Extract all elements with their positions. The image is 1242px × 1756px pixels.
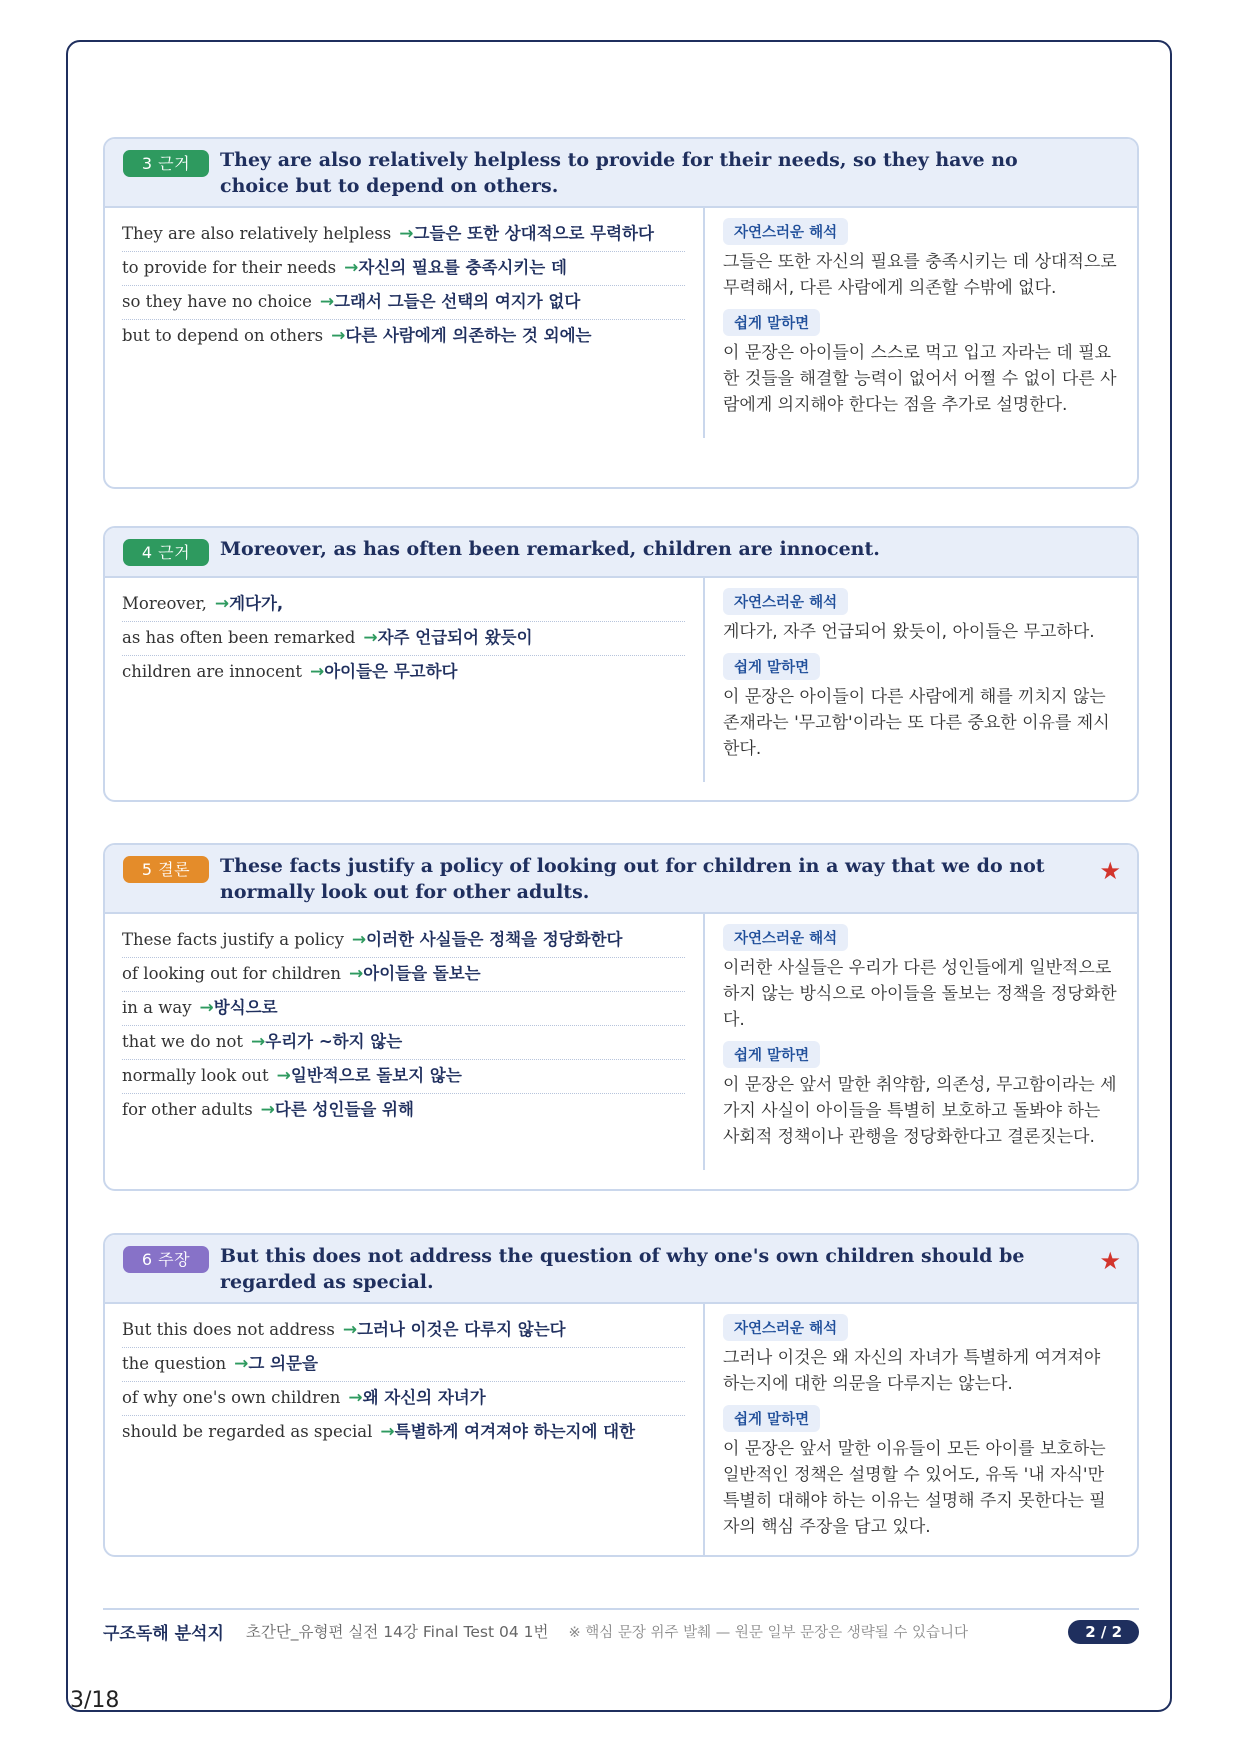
arrow-icon: → [199, 998, 214, 1018]
chunk-row [122, 1060, 685, 1094]
chunk-en: children are innocent [122, 662, 302, 681]
arrow-icon: → [276, 1066, 291, 1086]
arrow-icon: → [399, 224, 414, 244]
star-icon: ★ [1099, 1247, 1121, 1275]
chunk-ko: 자신의 필요를 충족시키는 데 [358, 258, 567, 277]
translation-panel [705, 914, 1137, 1170]
arrow-icon: → [234, 1354, 249, 1374]
chunk-row [122, 218, 685, 252]
section-header [105, 1235, 1137, 1304]
simple-label: 쉽게 말하면 [723, 1041, 820, 1068]
section-body [105, 578, 1137, 782]
arrow-icon: → [331, 326, 346, 346]
chunk-en: These facts justify a policy [122, 930, 344, 949]
footer-subtitle: 초간단_유형편 실전 14강 Final Test 04 1번 [245, 1623, 549, 1641]
chunk-ko: 일반적으로 돌보지 않는 [290, 1066, 462, 1085]
chunk-row [122, 1348, 685, 1382]
natural-label: 자연스러운 해석 [723, 588, 848, 615]
chunk-row [122, 320, 685, 353]
chunk-ko: 다른 사람에게 의존하는 것 외에는 [345, 326, 592, 345]
section-body [105, 914, 1137, 1170]
natural-translation: 게다가, 자주 언급되어 왔듯이, 아이들은 무고하다. [723, 622, 1095, 642]
document-page-counter: 3/18 [70, 1688, 120, 1713]
chunk-list [105, 914, 705, 1170]
arrow-icon: → [214, 594, 230, 614]
arrow-icon: → [260, 1100, 275, 1120]
section-card-6 [103, 1233, 1139, 1557]
chunk-row [122, 252, 685, 286]
chunk-en: but to depend on others [122, 326, 324, 345]
chunk-en: the question [122, 1354, 227, 1373]
chunk-row [122, 992, 685, 1026]
section-tag: 4 근거 [123, 539, 209, 566]
chunk-en: Moreover, [122, 594, 207, 613]
chunk-en: should be regarded as special [122, 1422, 373, 1441]
chunk-list [105, 1304, 705, 1557]
chunk-row [122, 1094, 685, 1127]
chunk-ko: 그래서 그들은 선택의 여지가 없다 [334, 292, 581, 311]
section-body [105, 208, 1137, 438]
section-sentence: They are also relatively helpless to provide for their needs, so they have no choice but to depend on others. [220, 149, 1018, 197]
chunk-ko: 아이들을 돌보는 [363, 964, 481, 983]
chunk-ko: 게다가, [229, 594, 284, 613]
simple-explanation: 이 문장은 아이들이 스스로 먹고 입고 자라는 데 필요한 것들을 해결할 능력이 없어서 어쩔 수 없이 다른 사람에게 의지해야 한다는 점을 추가로 설명한다. [723, 343, 1117, 415]
arrow-icon: → [342, 1320, 358, 1340]
translation-panel [705, 208, 1137, 438]
section-sentence: These facts justify a policy of looking out for children in a way that we do not normally look out for other adults. [220, 855, 1045, 903]
section-header [105, 845, 1137, 914]
arrow-icon: → [380, 1422, 395, 1442]
section-sentence: Moreover, as has often been remarked, children are innocent. [220, 538, 880, 560]
natural-translation: 그러나 이것은 왜 자신의 자녀가 특별하게 여겨져야 하는지에 대한 의문을 다루지는 않는다. [723, 1348, 1101, 1394]
footer-note: ※ 핵심 문장 위주 발췌 — 원문 일부 문장은 생략될 수 있습니다 [568, 1624, 968, 1641]
translation-panel [705, 578, 1137, 782]
arrow-icon: → [348, 1388, 363, 1408]
chunk-row [122, 924, 685, 958]
chunk-row [122, 1026, 685, 1060]
page-footer [103, 1608, 1139, 1652]
section-header [105, 139, 1137, 208]
section-tag: 6 주장 [123, 1246, 209, 1273]
chunk-en: of looking out for children [122, 964, 342, 983]
chunk-row [122, 1314, 685, 1348]
chunk-ko: 왜 자신의 자녀가 [362, 1388, 486, 1407]
chunk-row [122, 1416, 685, 1449]
chunk-ko: 방식으로 [213, 998, 278, 1017]
footer-title: 구조독해 분석지 [103, 1623, 224, 1644]
section-card-4 [103, 526, 1139, 802]
chunk-en: of why one's own children [122, 1388, 341, 1407]
arrow-icon: → [309, 662, 325, 682]
chunk-ko: 자주 언급되어 왔듯이 [377, 628, 533, 647]
chunk-row [122, 286, 685, 320]
natural-label: 자연스러운 해석 [723, 1314, 848, 1341]
arrow-icon: → [349, 964, 364, 984]
chunk-ko: 우리가 ~하지 않는 [265, 1032, 403, 1051]
chunk-en: normally look out [122, 1066, 269, 1085]
natural-translation: 이러한 사실들은 우리가 다른 성인들에게 일반적으로 하지 않는 방식으로 아이들을 돌보는 정책을 정당화한다. [723, 958, 1117, 1030]
natural-label: 자연스러운 해석 [723, 218, 848, 245]
section-card-5 [103, 843, 1139, 1191]
natural-translation: 그들은 또한 자신의 필요를 충족시키는 데 상대적으로 무력해서, 다른 사람에게 의존할 수밖에 없다. [723, 252, 1117, 298]
chunk-ko: 그러나 이것은 다루지 않는다 [357, 1320, 566, 1339]
simple-explanation: 이 문장은 앞서 말한 이유들이 모든 아이를 보호하는 일반적인 정책은 설명할 수 있어도, 유독 '내 자식'만 특별히 대해야 하는 이유는 설명해 주지 못한다는 필자의 핵심 주장을 담고 있다. [723, 1439, 1106, 1537]
chunk-en: in a way [122, 998, 192, 1017]
section-tag: 3 근거 [123, 150, 209, 177]
simple-label: 쉽게 말하면 [723, 653, 820, 680]
section-body [105, 1304, 1137, 1557]
page-indicator: 2 / 2 [1068, 1620, 1139, 1644]
chunk-en: that we do not [122, 1032, 244, 1051]
chunk-list [105, 578, 705, 782]
chunk-list [105, 208, 705, 438]
arrow-icon: → [319, 292, 335, 312]
simple-explanation: 이 문장은 앞서 말한 취약함, 의존성, 무고함이라는 세 가지 사실이 아이들을 특별히 보호하고 돌봐야 하는 사회적 정책이나 관행을 정당화한다고 결론짓는다. [723, 1075, 1117, 1147]
chunk-row [122, 656, 685, 689]
translation-panel [705, 1304, 1137, 1557]
arrow-icon: → [351, 930, 367, 950]
chunk-en: But this does not address [122, 1320, 335, 1339]
star-icon: ★ [1099, 857, 1121, 885]
chunk-row [122, 622, 685, 656]
chunk-row [122, 588, 685, 622]
natural-label: 자연스러운 해석 [723, 924, 848, 951]
chunk-en: They are also relatively helpless [122, 224, 392, 243]
chunk-ko: 특별하게 여겨져야 하는지에 대한 [394, 1422, 636, 1441]
chunk-ko: 이러한 사실들은 정책을 정당화한다 [366, 930, 623, 949]
simple-label: 쉽게 말하면 [723, 1405, 820, 1432]
arrow-icon: → [344, 258, 359, 278]
arrow-icon: → [363, 628, 378, 648]
section-header [105, 528, 1137, 578]
chunk-ko: 다른 성인들을 위해 [274, 1100, 414, 1119]
section-card-3 [103, 137, 1139, 489]
arrow-icon: → [251, 1032, 266, 1052]
section-tag: 5 결론 [123, 856, 209, 883]
chunk-ko: 아이들은 무고하다 [324, 662, 458, 681]
simple-label: 쉽게 말하면 [723, 309, 820, 336]
simple-explanation: 이 문장은 아이들이 다른 사람에게 해를 끼치지 않는 존재라는 '무고함'이라는 또 다른 중요한 이유를 제시한다. [723, 687, 1110, 759]
chunk-en: so they have no choice [122, 292, 312, 311]
chunk-ko: 그들은 또한 상대적으로 무력하다 [413, 224, 654, 243]
chunk-ko: 그 의문을 [248, 1354, 318, 1373]
chunk-en: for other adults [122, 1100, 253, 1119]
chunk-en: as has often been remarked [122, 628, 356, 647]
chunk-row [122, 1382, 685, 1416]
chunk-en: to provide for their needs [122, 258, 337, 277]
chunk-row [122, 958, 685, 992]
section-sentence: But this does not address the question of why one's own children should be regarded as special. [220, 1245, 1025, 1293]
